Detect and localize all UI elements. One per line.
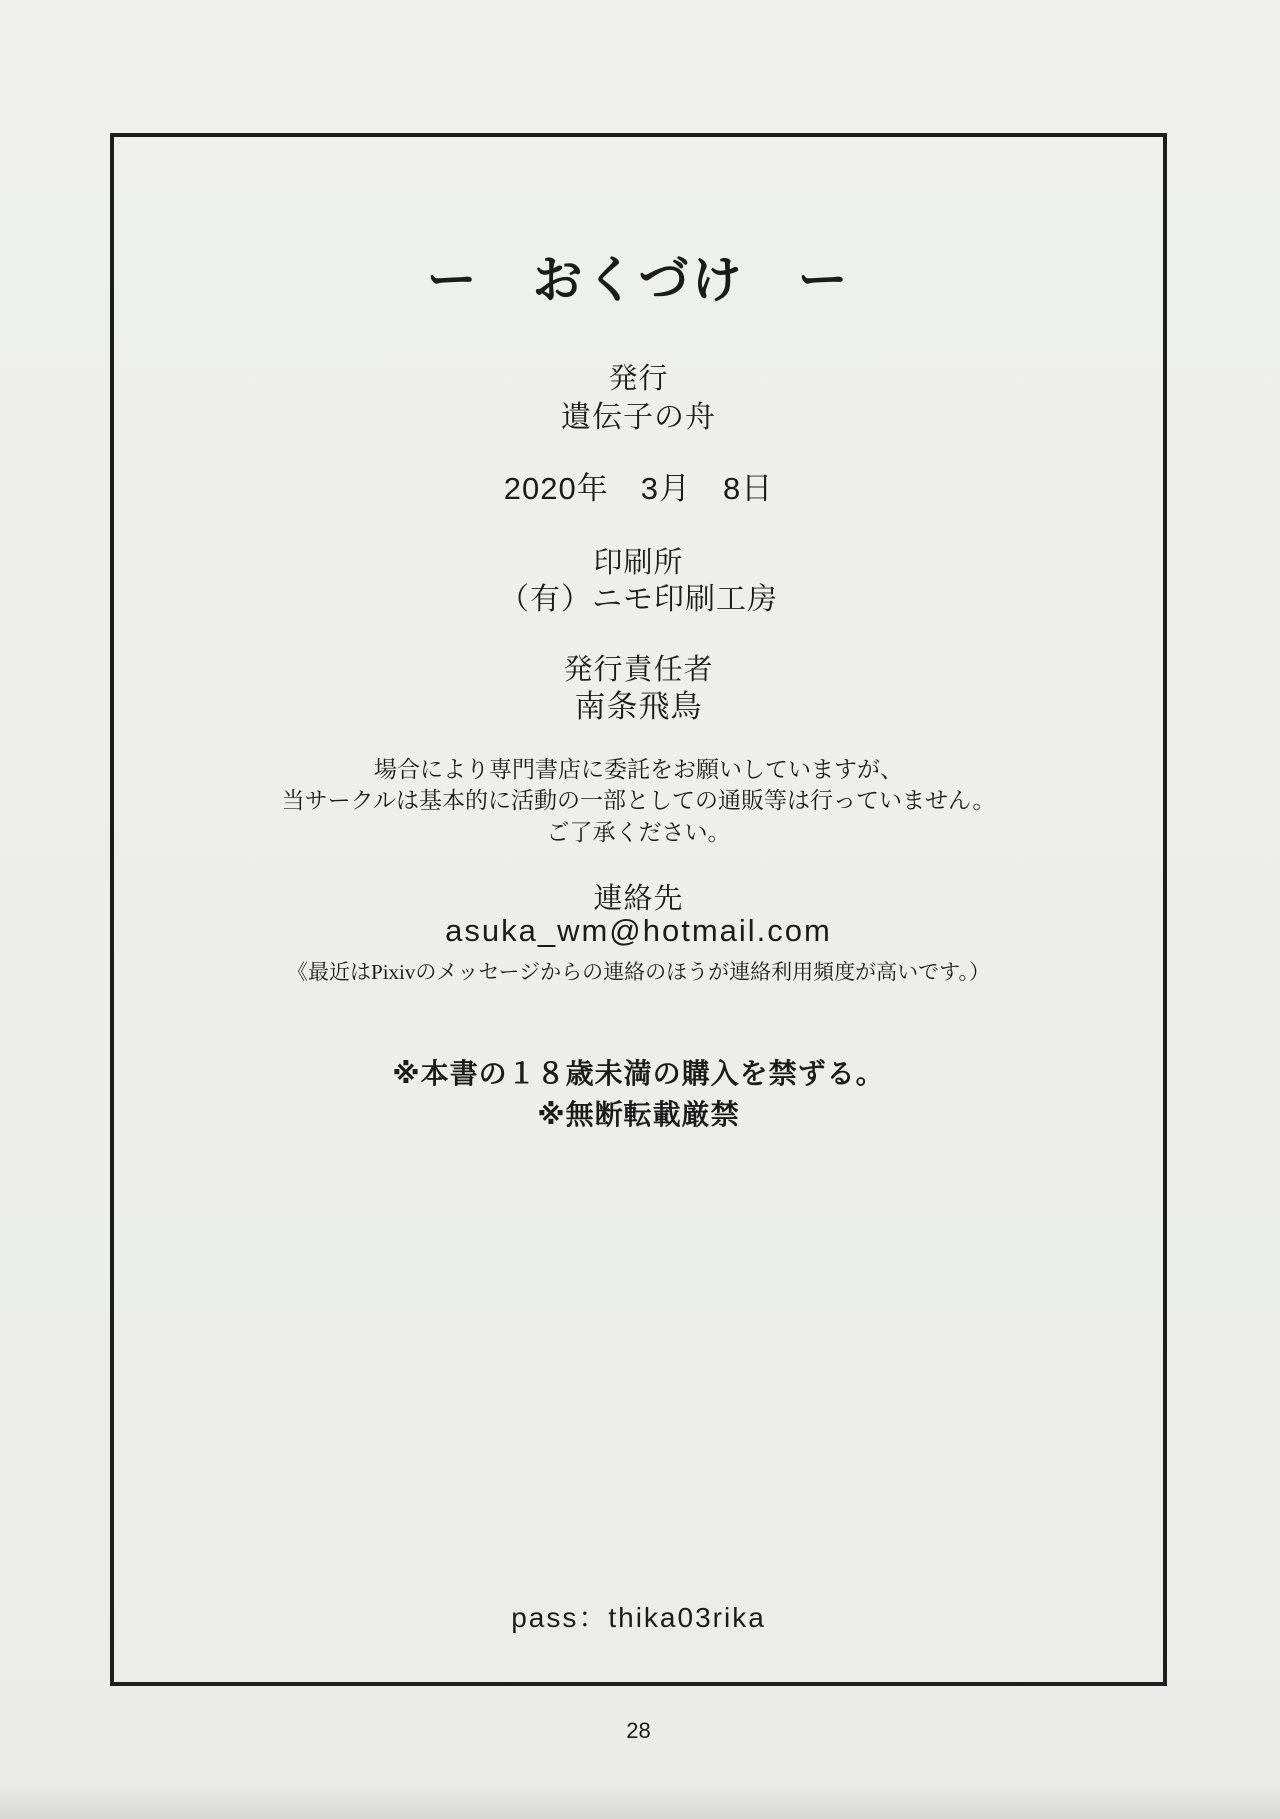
contact-email: asuka_wm@hotmail.com <box>445 913 832 948</box>
colophon-title: ー おくづけ ー <box>426 252 851 308</box>
password-line: pass：thika03rika <box>511 1602 766 1633</box>
publication-date: 2020年 3月 8日 <box>503 471 774 506</box>
contact-pixiv-note: 《最近はPixivのメッセージからの連絡のほうが連絡利用頻度が高いです。） <box>287 960 990 984</box>
responsible-person-label: 発行責任者 <box>563 654 714 686</box>
consignment-notice-line-2: 当サークルは基本的に活動の一部としての通販等は行っていません。 <box>281 788 996 813</box>
consignment-notice-line-1: 場合により専門書店に委託をお願いしていますが、 <box>374 757 903 782</box>
no-reprint-warning: ※無断転載厳禁 <box>537 1099 740 1130</box>
publisher-label: 発行 <box>608 363 669 395</box>
printer-label: 印刷所 <box>593 547 684 579</box>
publisher-circle-name: 遺伝子の舟 <box>561 401 716 434</box>
consignment-notice-line-3: ご了承ください。 <box>546 820 731 845</box>
contact-label: 連絡先 <box>593 883 684 915</box>
page-number: 28 <box>626 1718 651 1743</box>
age-restriction-warning: ※本書の１８歳未満の購入を禁ずる。 <box>392 1058 885 1089</box>
printer-name: （有）ニモ印刷工房 <box>499 583 778 616</box>
responsible-person-name: 南条飛鳥 <box>574 689 703 724</box>
